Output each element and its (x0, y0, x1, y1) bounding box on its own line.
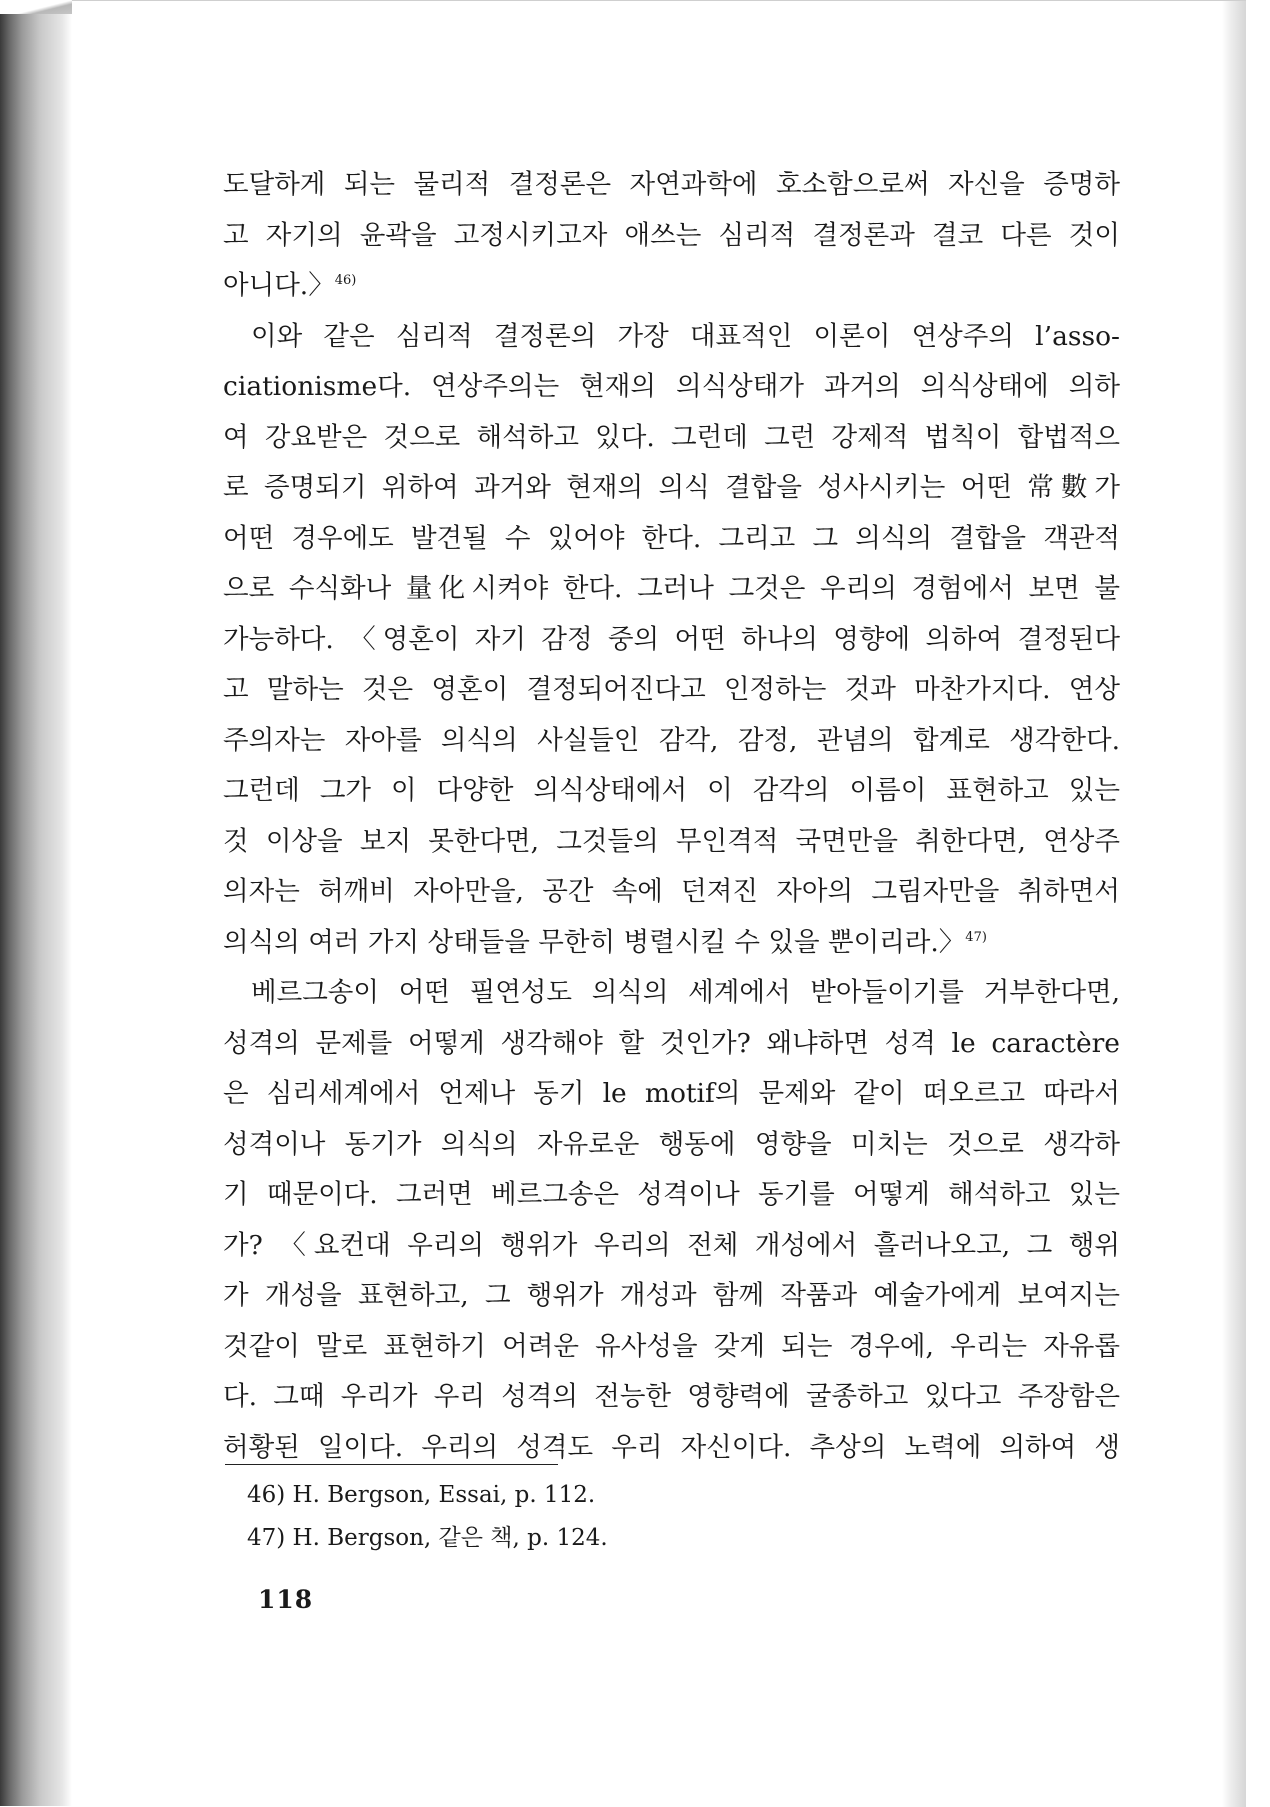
text-line: 가? 〈요컨대 우리의 행위가 우리의 전체 개성에서 흘러나오고, 그 행위 (223, 1229, 1120, 1261)
footnotes (247, 1474, 947, 1560)
text-line: 성격의 문제를 어떻게 생각해야 할 것인가? 왜냐하면 성격 le caractère (223, 1027, 1120, 1059)
text-line: 여 강요받은 것으로 해석하고 있다. 그런데 그런 강제적 법칙이 합법적으 (223, 421, 1120, 453)
text-line: 도달하게 되는 물리적 결정론은 자연과학에 호소함으로써 자신을 증명하 (223, 169, 1120, 200)
text-line: 으로 수식화나 量化시켜야 한다. 그러나 그것은 우리의 경험에서 보면 불 (223, 573, 1120, 604)
text-line: 이와 같은 심리적 결정론의 가장 대표적인 이론이 연상주의 l’asso- (251, 320, 1120, 352)
footnote-ref: 47) (965, 929, 987, 945)
text-line: 기 때문이다. 그러면 베르그송은 성격이나 동기를 어떻게 해석하고 있는 (223, 1179, 1120, 1210)
text-line: 고 말하는 것은 영혼이 결정되어진다고 인정하는 것과 마찬가지다. 연상 (223, 674, 1120, 705)
text-line: 주의자는 자아를 의식의 사실들인 감각, 감정, 관념의 합계로 생각한다. (223, 724, 1120, 756)
text-line: 것 이상을 보지 못한다면, 그것들의 무인격적 국면만을 취한다면, 연상주 (223, 825, 1120, 857)
text-line: 가능하다. 〈영혼이 자기 감정 중의 어떤 하나의 영향에 의하여 결정된다 (223, 623, 1120, 655)
text-line: 아니다.〉$^{46)}$ (223, 270, 357, 301)
text-line: 다. 그때 우리가 우리 성격의 전능한 영향력에 굴종하고 있다고 주장함은 (223, 1381, 1120, 1412)
text-line: 의식의 여러 가지 상태들을 무한히 병렬시킬 수 있을 뿐이리라.〉$^{47)}$ (223, 926, 987, 958)
book-spine-edge (0, 14, 72, 1806)
text-line: 어떤 경우에도 발견될 수 있어야 한다. 그리고 그 의식의 결합을 객관적 (223, 522, 1120, 554)
footnote-ref: 46) (334, 273, 357, 289)
body-text (223, 160, 1120, 1473)
footnote-46: 46) H. Bergson, Essai, p. 112. (247, 1482, 596, 1508)
text-line: ciationisme다. 연상주의는 현재의 의식상태가 과거의 의식상태에 의하 (223, 371, 1120, 402)
text-line: 고 자기의 윤곽을 고정시키고자 애쓰는 심리적 결정론과 결코 다른 것이 (223, 219, 1120, 251)
text-line: 로 증명되기 위하여 과거와 현재의 의식 결합을 성사시키는 어떤 常數가 (223, 472, 1120, 503)
page-right-edge (1222, 1, 1246, 1807)
text-line: 베르그송이 어떤 필연성도 의식의 세계에서 받아들이기를 거부한다면, (251, 977, 1120, 1008)
text-line: 그런데 그가 이 다양한 의식상태에서 이 감각의 이름이 표현하고 있는 (223, 775, 1120, 806)
text-line: 가 개성을 표현하고, 그 행위가 개성과 함께 작품과 예술가에게 보여지는 (223, 1280, 1120, 1311)
page-number: 118 (258, 1585, 314, 1614)
text-line: 것같이 말로 표현하기 어려운 유사성을 갖게 되는 경우에, 우리는 자유롭 (223, 1330, 1120, 1362)
text-line: 은 심리세계에서 언제나 동기 le motif의 문제와 같이 떠오르고 따라서 (223, 1078, 1120, 1109)
footnote-divider (225, 1464, 558, 1465)
text-line: 의자는 허깨비 자아만을, 공간 속에 던져진 자아의 그림자만을 취하면서 (223, 876, 1120, 907)
text-line: 허황된 일이다. 우리의 성격도 우리 자신이다. 추상의 노력에 의하여 생 (223, 1431, 1120, 1463)
footnote-47: 47) H. Bergson, 같은 책, p. 124. (247, 1525, 608, 1551)
text-line: 성격이나 동기가 의식의 자유로운 행동에 영향을 미치는 것으로 생각하 (223, 1128, 1120, 1160)
